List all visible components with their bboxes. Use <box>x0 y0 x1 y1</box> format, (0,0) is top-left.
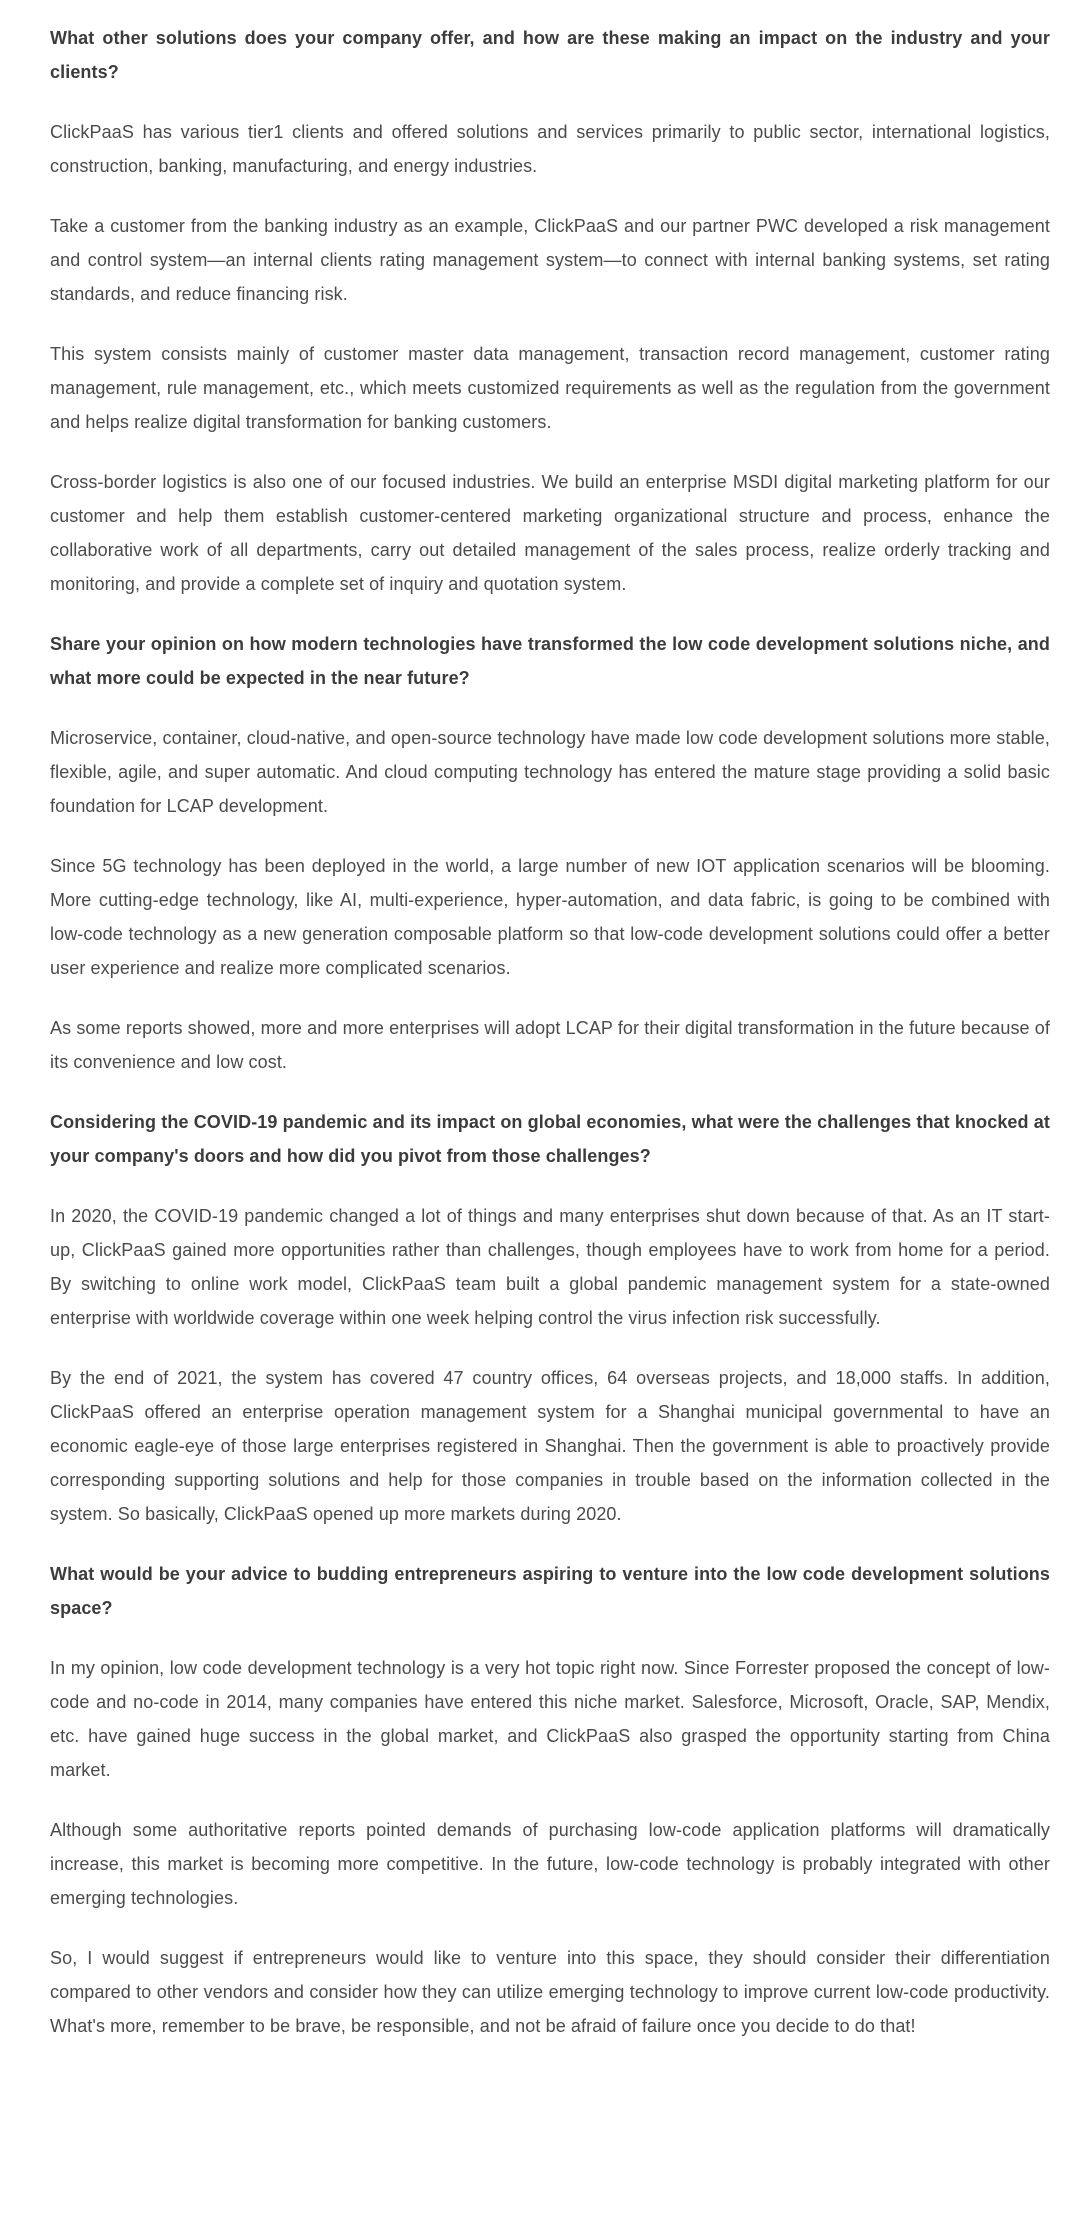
interview-answer: ClickPaaS has various tier1 clients and offered solutions and services primarily to public sector, international logistics, construction, banking, manufacturing, and energy industries. <box>50 122 1050 176</box>
interview-answer: This system consists mainly of customer master data management, transaction record management, customer rating management, rule management, etc., which meets customized requirements as well as the regulation from the government and helps realize digital transformation for banking customers. <box>50 344 1050 432</box>
interview-answer: As some reports showed, more and more enterprises will adopt LCAP for their digital transformation in the future because of its convenience and low cost. <box>50 1018 1050 1072</box>
interview-question: What other solutions does your company offer, and how are these making an impact on the industry and your clients? <box>50 28 1050 82</box>
interview-question: What would be your advice to budding entrepreneurs aspiring to venture into the low code development solutions space? <box>50 1564 1050 1618</box>
interview-answer: Although some authoritative reports pointed demands of purchasing low-code application platforms will dramatically increase, this market is becoming more competitive. In the future, low-code technology is probably integrated with other emerging technologies. <box>50 1820 1050 1908</box>
interview-answer: In my opinion, low code development technology is a very hot topic right now. Since Forrester proposed the concept of low-code and no-code in 2014, many companies have entered this niche market. Salesforce, Microsoft, Oracle, SAP, Mendix, etc. have gained huge success in the global market, and ClickPaaS also grasped the opportunity starting from China market. <box>50 1658 1050 1780</box>
interview-answer: In 2020, the COVID-19 pandemic changed a lot of things and many enterprises shut down because of that. As an IT start-up, ClickPaaS gained more opportunities rather than challenges, though employees have to work from home for a period. By switching to online work model, ClickPaaS team built a global pandemic management system for a state-owned enterprise with worldwide coverage within one week helping control the virus infection risk successfully. <box>50 1206 1050 1328</box>
interview-answer: Cross-border logistics is also one of our focused industries. We build an enterprise MSDI digital marketing platform for our customer and help them establish customer-centered marketing organizational structure and process, enhance the collaborative work of all departments, carry out detailed management of the sales process, realize orderly tracking and monitoring, and provide a complete set of inquiry and quotation system. <box>50 472 1050 594</box>
interview-question: Share your opinion on how modern technologies have transformed the low code development solutions niche, and what more could be expected in the near future? <box>50 634 1050 688</box>
interview-answer: Take a customer from the banking industry as an example, ClickPaaS and our partner PWC developed a risk management and control system—an internal clients rating management system—to connect with internal banking systems, set rating standards, and reduce financing risk. <box>50 216 1050 304</box>
interview-answer: So, I would suggest if entrepreneurs would like to venture into this space, they should consider their differentiation compared to other vendors and consider how they can utilize emerging technology to improve current low-code productivity. What's more, remember to be brave, be responsible, and not be afraid of failure once you decide to do that! <box>50 1948 1050 2036</box>
interview-answer: Since 5G technology has been deployed in the world, a large number of new IOT application scenarios will be blooming. More cutting-edge technology, like AI, multi-experience, hyper-automation, and data fabric, is going to be combined with low-code technology as a new generation composable platform so that low-code development solutions could offer a better user experience and realize more complicated scenarios. <box>50 856 1050 978</box>
interview-question: Considering the COVID-19 pandemic and its impact on global economies, what were the challenges that knocked at your company's doors and how did you pivot from those challenges? <box>50 1112 1050 1166</box>
interview-answer: By the end of 2021, the system has covered 47 country offices, 64 overseas projects, and 18,000 staffs. In addition, ClickPaaS offered an enterprise operation management system for a Shanghai municipal governmental to have an economic eagle-eye of those large enterprises registered in Shanghai. Then the government is able to proactively provide corresponding supporting solutions and help for those companies in trouble based on the information collected in the system. So basically, ClickPaaS opened up more markets during 2020. <box>50 1368 1050 1524</box>
interview-answer: Microservice, container, cloud-native, and open-source technology have made low code development solutions more stable, flexible, agile, and super automatic. And cloud computing technology has entered the mature stage providing a solid basic foundation for LCAP development. <box>50 728 1050 816</box>
